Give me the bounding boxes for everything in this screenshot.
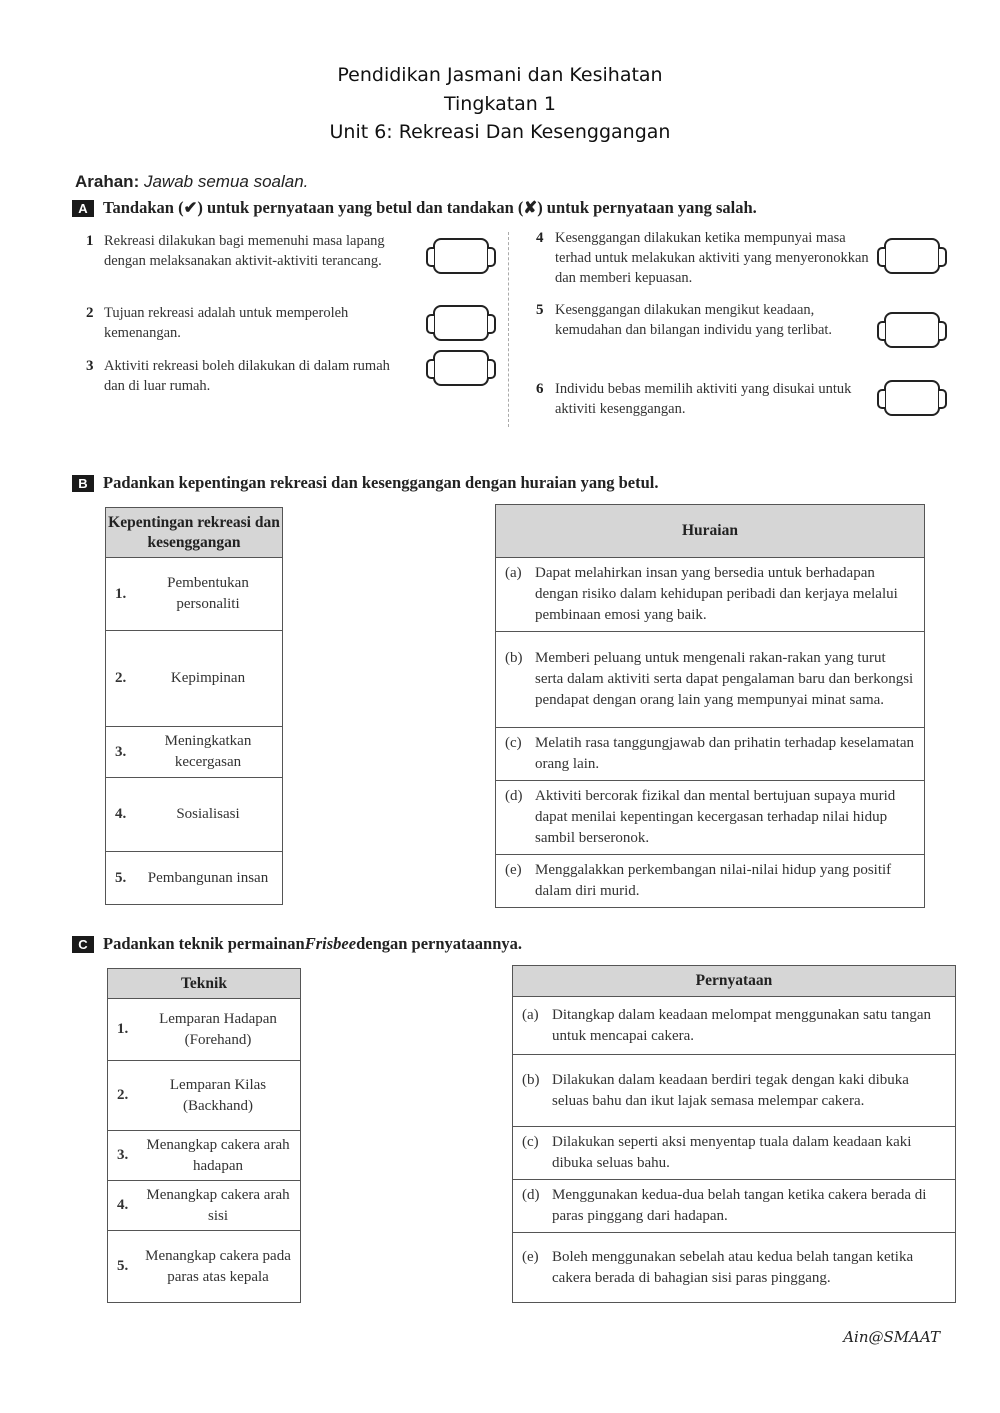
unit-title: Unit 6: Rekreasi Dan Kesenggangan [329, 121, 671, 143]
section-a-title [72, 198, 757, 218]
author-signature: Ain@SMAAT [843, 1328, 940, 1346]
q2-answer-box[interactable] [433, 305, 489, 341]
row-label: Meningkatkan kecergasan [164, 733, 252, 770]
table-row [496, 558, 925, 632]
table-row [513, 1127, 956, 1180]
table-row [106, 558, 283, 631]
row-label: Pembangunan insan [147, 869, 269, 886]
section-b-right-header: Huraian [496, 505, 925, 558]
row-label: Lemparan Hadapan (Forehand) [159, 1010, 277, 1048]
table-row [513, 1233, 956, 1303]
row-letter: (c) [522, 1134, 539, 1150]
row-text: Dilakukan dalam keadaan berdiri tegak dengan kaki dibuka seluas bahu dan ikut lajak semasa melempar cakera. [552, 1071, 909, 1109]
row-number: 3. [117, 1147, 129, 1163]
table-row [496, 855, 925, 908]
section-c-right-table [512, 965, 956, 1303]
q2-text: Tujuan rekreasi adalah untuk memperoleh kemenangan. [104, 305, 349, 341]
section-c-instruction-post: dengan pernyataannya. [356, 934, 523, 953]
q5-number: 5 [536, 302, 544, 318]
q4-number: 4 [536, 230, 544, 246]
instructions-text: Jawab semua soalan. [143, 172, 309, 191]
table-row [108, 999, 301, 1061]
table-row [496, 781, 925, 855]
section-c-instruction-pre: Padankan teknik permainan [103, 934, 305, 953]
q6-answer-box[interactable] [884, 380, 940, 416]
row-label: Menangkap cakera arah sisi [146, 1186, 290, 1224]
row-letter: (d) [522, 1187, 540, 1203]
section-c-badge: C [72, 936, 94, 953]
table-row [108, 1061, 301, 1131]
row-label: Lemparan Kilas (Backhand) [169, 1076, 267, 1114]
subject-title: Pendidikan Jasmani dan Kesihatan [337, 64, 663, 86]
row-text: Dapat melahirkan insan yang bersedia untuk berhadapan dengan risiko dalam kehidupan peribadi dan kerjaya melalui pembinaan emosi yang baik. [535, 565, 898, 623]
row-label: Menangkap cakera pada paras atas kepala [145, 1247, 291, 1285]
table-row [496, 632, 925, 728]
row-label: Sosialisasi [176, 806, 240, 822]
q3-answer-box[interactable] [433, 350, 489, 386]
section-c-instruction-em: Frisbee [304, 934, 357, 953]
table-row [106, 852, 283, 905]
row-text: Boleh menggunakan sebelah atau kedua belah tangan ketika cakera berada di bahagian sisi paras pinggang. [552, 1248, 914, 1286]
table-row [106, 631, 283, 727]
q4-answer-box[interactable] [884, 238, 940, 274]
row-number: 5. [117, 1258, 129, 1274]
table-row [106, 727, 283, 778]
section-c-right-header: Pernyataan [513, 966, 956, 997]
column-divider [508, 232, 509, 427]
table-row [513, 1180, 956, 1233]
row-text: Menggalakkan perkembangan nilai-nilai hidup yang positif dalam diri murid. [535, 862, 892, 899]
row-number: 2. [117, 1087, 129, 1103]
q3-text: Aktiviti rekreasi boleh dilakukan di dalam rumah dan di luar rumah. [104, 358, 390, 394]
row-letter: (a) [505, 565, 522, 581]
row-number: 5. [115, 869, 127, 886]
row-text: Menggunakan kedua-dua belah tangan ketika cakera berada di paras pinggang dari hadapan. [552, 1187, 927, 1224]
instructions [75, 172, 308, 192]
row-label: Menangkap cakera arah hadapan [146, 1136, 290, 1174]
form-level: Tingkatan 1 [444, 93, 556, 115]
section-b-instruction: Padankan kepentingan rekreasi dan kesenggangan dengan huraian yang betul. [103, 473, 659, 492]
section-c-left-header: Teknik [108, 969, 301, 999]
row-letter: (b) [505, 650, 523, 666]
section-b-badge: B [72, 475, 94, 492]
table-row [106, 778, 283, 852]
section-b-left-table [105, 507, 283, 905]
section-a-instruction: Tandakan (✔) untuk pernyataan yang betul dan tandakan (✘) untuk pernyataan yang salah. [103, 198, 757, 217]
table-row [513, 1055, 956, 1127]
row-text: Dilakukan seperti aksi menyentap tuala dalam keadaan kaki dibuka seluas bahu. [552, 1134, 912, 1171]
row-letter: (c) [505, 735, 522, 751]
row-letter: (e) [522, 1248, 539, 1265]
table-row [108, 1231, 301, 1303]
section-b-right-table [495, 504, 925, 908]
table-row [108, 1131, 301, 1181]
table-row [108, 1181, 301, 1231]
row-number: 1. [117, 1021, 129, 1037]
row-letter: (d) [505, 788, 523, 804]
q4-text: Kesenggangan dilakukan ketika mempunyai masa terhad untuk melakukan aktiviti yang menyeronokkan dan memberi kepuasan. [555, 230, 869, 286]
row-number: 2. [115, 670, 127, 686]
q1-number: 1 [86, 233, 94, 249]
section-b-left-header: Kepentingan rekreasi dan kesenggangan [106, 508, 283, 558]
section-c-left-table [107, 968, 301, 1303]
row-number: 1. [115, 585, 127, 602]
instructions-label: Arahan: [75, 172, 140, 191]
row-text: Aktiviti bercorak fizikal dan mental bertujuan supaya murid dapat menilai kepentingan kecergasan terhadap nilai hidup sambil berseronok. [535, 788, 896, 846]
q5-answer-box[interactable] [884, 312, 940, 348]
row-text: Melatih rasa tanggungjawab dan prihatin terhadap keselamatan orang lain. [535, 735, 915, 772]
row-number: 4. [117, 1197, 129, 1213]
row-letter: (a) [522, 1006, 539, 1023]
table-row [513, 997, 956, 1055]
row-label: Kepimpinan [170, 670, 246, 686]
table-row [496, 728, 925, 781]
section-c-title [72, 934, 522, 954]
section-a-badge: A [72, 200, 94, 217]
row-number: 3. [115, 743, 127, 760]
row-label: Pembentukan personaliti [167, 575, 249, 612]
row-letter: (b) [522, 1071, 540, 1088]
q6-text: Individu bebas memilih aktiviti yang disukai untuk aktiviti kesenggangan. [555, 381, 852, 417]
q2-number: 2 [86, 305, 94, 321]
q6-number: 6 [536, 381, 544, 397]
row-text: Memberi peluang untuk mengenali rakan-rakan yang turut serta dalam aktiviti serta dapat pengalaman baru dan berkongsi pendapat dengan orang lain yang mempunyai minat sama. [535, 650, 914, 708]
q5-text: Kesenggangan dilakukan mengikut keadaan, kemudahan dan bilangan individu yang terlibat. [555, 302, 833, 338]
q1-answer-box[interactable] [433, 238, 489, 274]
section-b-title [72, 473, 659, 493]
row-number: 4. [115, 806, 127, 822]
row-letter: (e) [505, 862, 522, 878]
row-text: Ditangkap dalam keadaan melompat menggunakan satu tangan untuk mencapai cakera. [552, 1006, 932, 1044]
q3-number: 3 [86, 358, 94, 374]
q1-text: Rekreasi dilakukan bagi memenuhi masa lapang dengan melaksanakan aktivit-aktiviti terancang. [104, 233, 385, 269]
